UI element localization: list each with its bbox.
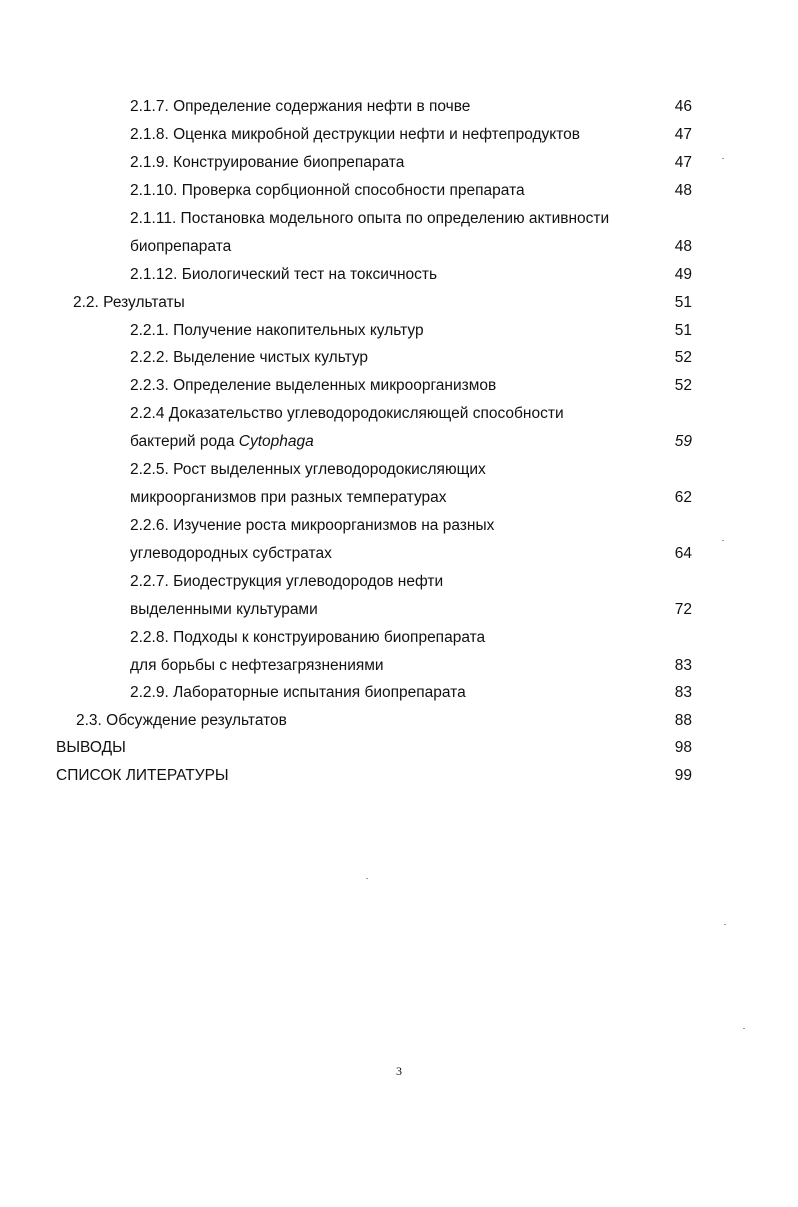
toc-entry-page: 52 (674, 377, 692, 394)
toc-entry-title-line: 2.1.8. Оценка микробной деструкции нефти и нефтепродуктов (130, 126, 581, 143)
toc-entry-page: 48 (674, 238, 692, 255)
toc-entry-page: 98 (674, 739, 692, 756)
toc-entry-title-line: 2.1.10. Проверка сорбционной способности препарата (130, 182, 525, 199)
toc-entry-title (130, 679, 466, 707)
toc-entry-page: 59 (674, 433, 692, 450)
toc-entry-title (130, 512, 494, 568)
toc-entry-page: 47 (674, 154, 692, 171)
toc-entry-title (56, 762, 229, 790)
toc-entry-title-line: 2.2.2. Выделение чистых культур (130, 349, 369, 366)
page-number: 3 (396, 1064, 402, 1078)
toc-entry-title (130, 261, 437, 289)
toc-entry-title-line: биопрепарата (130, 238, 232, 255)
toc-entry-title-line: для борьбы с нефтезагрязнениями (130, 657, 384, 674)
toc-entry-page: 48 (674, 182, 692, 199)
toc-entry-title (56, 734, 126, 762)
toc-entry-page: 64 (674, 545, 692, 562)
toc-entry-title-line: 2.2.4 Доказательство углеводородокисляющей способности (130, 405, 564, 422)
toc-entry-title-line (130, 428, 564, 456)
toc-entry-title-line-text: бактерий рода (130, 433, 239, 450)
toc-entry-title (130, 149, 404, 177)
toc-entry-page: 51 (674, 294, 692, 311)
toc-entry-page: 51 (674, 322, 692, 339)
toc-entry-title-line: ВЫВОДЫ (56, 739, 126, 756)
toc-entry-title (130, 568, 443, 624)
toc-entry-page: 62 (674, 489, 692, 506)
toc-entry-title-line: 2.3. Обсуждение результатов (76, 712, 287, 729)
toc-entry-title-line: 2.2.8. Подходы к конструированию биопрепарата (130, 629, 486, 646)
toc-entry-title (130, 317, 424, 345)
toc-entry-title-line: 2.1.7. Определение содержания нефти в почве (130, 98, 471, 115)
toc-entry-page: 46 (674, 98, 692, 115)
toc-entry-page: 88 (674, 712, 692, 729)
toc-entry-title (130, 372, 496, 400)
toc-entry-title-line: 2.1.11. Постановка модельного опыта по определению активности (130, 210, 610, 227)
toc-entry-title-line: 2.2.7. Биодеструкция углеводородов нефти (130, 573, 444, 590)
toc-entry-title (130, 177, 525, 205)
toc-entry-title (130, 205, 609, 261)
toc-entry-title (73, 289, 185, 317)
toc-entry-page: 49 (674, 266, 692, 283)
toc-entry-title (130, 121, 580, 149)
toc-entry-page: 83 (674, 657, 692, 674)
scan-speck (366, 878, 368, 879)
toc-entry-title (130, 456, 486, 512)
toc-entry-page: 47 (674, 126, 692, 143)
toc-entry-page: 52 (674, 349, 692, 366)
scan-speck (724, 924, 726, 925)
toc-entry-title (130, 400, 564, 456)
toc-entry-page: 83 (674, 684, 692, 701)
toc-entry-title-line: 2.2.1. Получение накопительных культур (130, 322, 424, 339)
toc-entry-title-line: 2.2. Результаты (73, 294, 185, 311)
toc-entry-title-line: 2.2.3. Определение выделенных микроорганизмов (130, 377, 497, 394)
scan-speck (722, 540, 724, 541)
genus-name: Cytophaga (238, 433, 314, 450)
toc-entry-title-line: углеводородных субстратах (130, 545, 332, 562)
toc-entry-title-line: СПИСОК ЛИТЕРАТУРЫ (56, 767, 229, 784)
scan-speck (743, 1028, 745, 1029)
toc-entry-page: 72 (674, 601, 692, 618)
toc-entry-title-line: 2.2.6. Изучение роста микроорганизмов на разных (130, 517, 495, 534)
toc-entry-title (76, 707, 287, 735)
toc-entry-page: 99 (674, 767, 692, 784)
toc-entry-title-line: микроорганизмов при разных температурах (130, 489, 447, 506)
toc-entry-title-line: 2.1.9. Конструирование биопрепарата (130, 154, 405, 171)
toc-entry-title-line: 2.1.12. Биологический тест на токсичность (130, 266, 438, 283)
toc-entry-title (130, 93, 470, 121)
scan-speck (722, 158, 724, 159)
toc-entry-title-line: 2.2.9. Лабораторные испытания биопрепарата (130, 684, 466, 701)
toc-entry-title-line: выделенными культурами (130, 601, 318, 618)
toc-entry-title (130, 344, 368, 372)
toc-entry-title (130, 624, 485, 680)
toc-entry-title-line: 2.2.5. Рост выделенных углеводородокисляющих (130, 461, 486, 478)
